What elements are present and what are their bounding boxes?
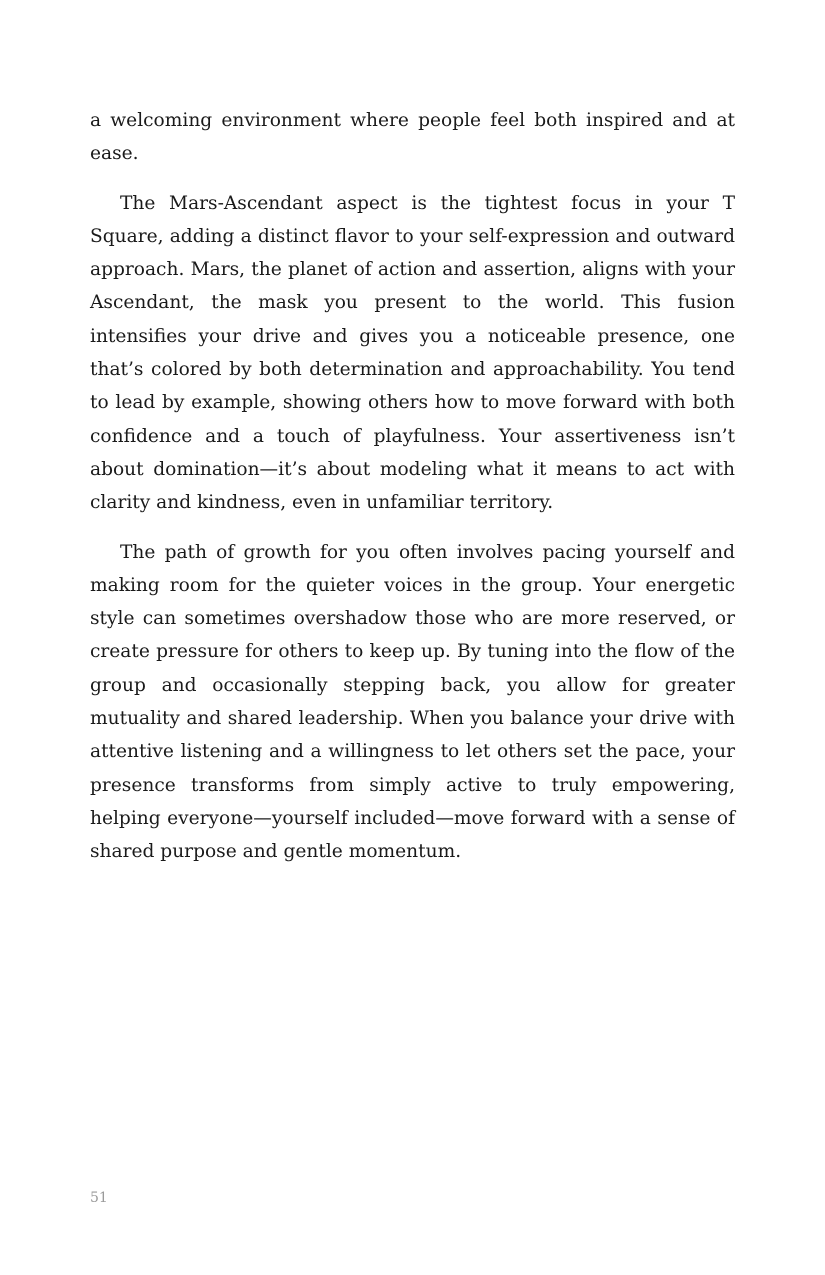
- paragraph-continuation: a welcoming environment where people feel both inspired and at ease.: [90, 110, 735, 165]
- paragraph-path-of-growth: The path of growth for you often involves pacing yourself and making room for the quieter voices in the group. Your energetic style can sometimes overshadow those who are more reserved, or create pressure for others to keep up. By tuning into the flow of the group and occasionally stepping back, you allow for greater mutuality and shared leadership. When you balance your drive with attentive listening and a willingness to let others set the pace, your presence transforms from simply active to truly empowering, helping everyone—yourself included—move forward with a sense of shared purpose and gentle momentum.: [90, 541, 735, 863]
- page-body: [90, 104, 735, 885]
- page-number: 51: [90, 1190, 108, 1206]
- paragraph-mars-ascendant: The Mars-Ascendant aspect is the tightest focus in your T Square, adding a distinct flavor to your self-expression and outward approach. Mars, the planet of action and assertion, aligns with your Ascendant, the mask you present to the world. This fusion intensifies your drive and gives you a noticeable presence, one that’s colored by both determination and approachability. You tend to lead by example, showing others how to move forward with both confidence and a touch of playfulness. Your assertiveness isn’t about domination—it’s about modeling what it means to act with clarity and kindness, even in unfamiliar territory.: [90, 192, 735, 514]
